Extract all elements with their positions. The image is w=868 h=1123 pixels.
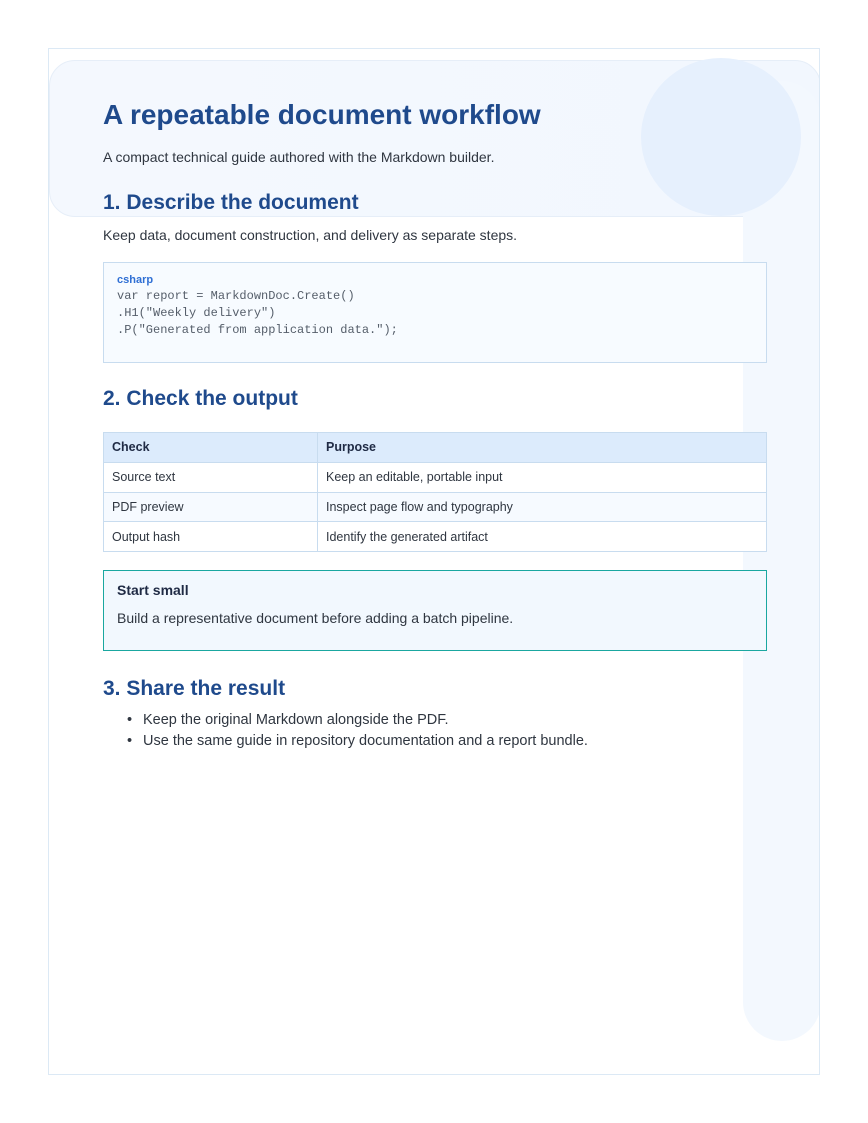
table-row [104,462,767,492]
decorative-circle [641,58,801,216]
document-subtitle: A compact technical guide authored with the Markdown builder. [103,149,495,165]
table-row [104,492,767,522]
table-cell: Output hash [104,522,318,552]
document-page [48,48,820,1075]
bullet-icon: • [127,712,133,728]
section-heading-describe: 1. Describe the document [103,191,359,214]
table-header-check: Check [104,433,318,463]
table-cell: Keep an editable, portable input [318,462,767,492]
list-item [127,710,588,731]
checks-table [103,432,767,552]
table-header-purpose: Purpose [318,433,767,463]
bullet-icon: • [127,733,133,749]
code-line: .P("Generated from application data."); [117,323,398,337]
section-heading-check: 2. Check the output [103,387,298,410]
section-text-describe: Keep data, document construction, and delivery as separate steps. [103,227,518,243]
callout-title: Start small [117,582,189,598]
document-title: A repeatable document workflow [103,99,541,130]
list-item [127,731,588,752]
list-item-text: Keep the original Markdown alongside the PDF. [143,712,449,728]
callout-body: Build a representative document before adding a batch pipeline. [117,610,514,626]
table-cell: PDF preview [104,492,318,522]
table-cell: Identify the generated artifact [318,522,767,552]
tip-callout [103,570,767,651]
section-heading-share: 3. Share the result [103,677,286,700]
code-line: .H1("Weekly delivery") [117,306,276,320]
bullet-list [127,710,588,752]
code-block [103,262,767,363]
code-line: var report = MarkdownDoc.Create() [117,289,355,303]
table-row [104,522,767,552]
table-cell: Source text [104,462,318,492]
decorative-side-strip [743,81,820,1041]
table-header-row [104,433,767,463]
code-language-label: csharp [117,274,154,286]
list-item-text: Use the same guide in repository documentation and a report bundle. [143,733,588,749]
table-cell: Inspect page flow and typography [318,492,767,522]
